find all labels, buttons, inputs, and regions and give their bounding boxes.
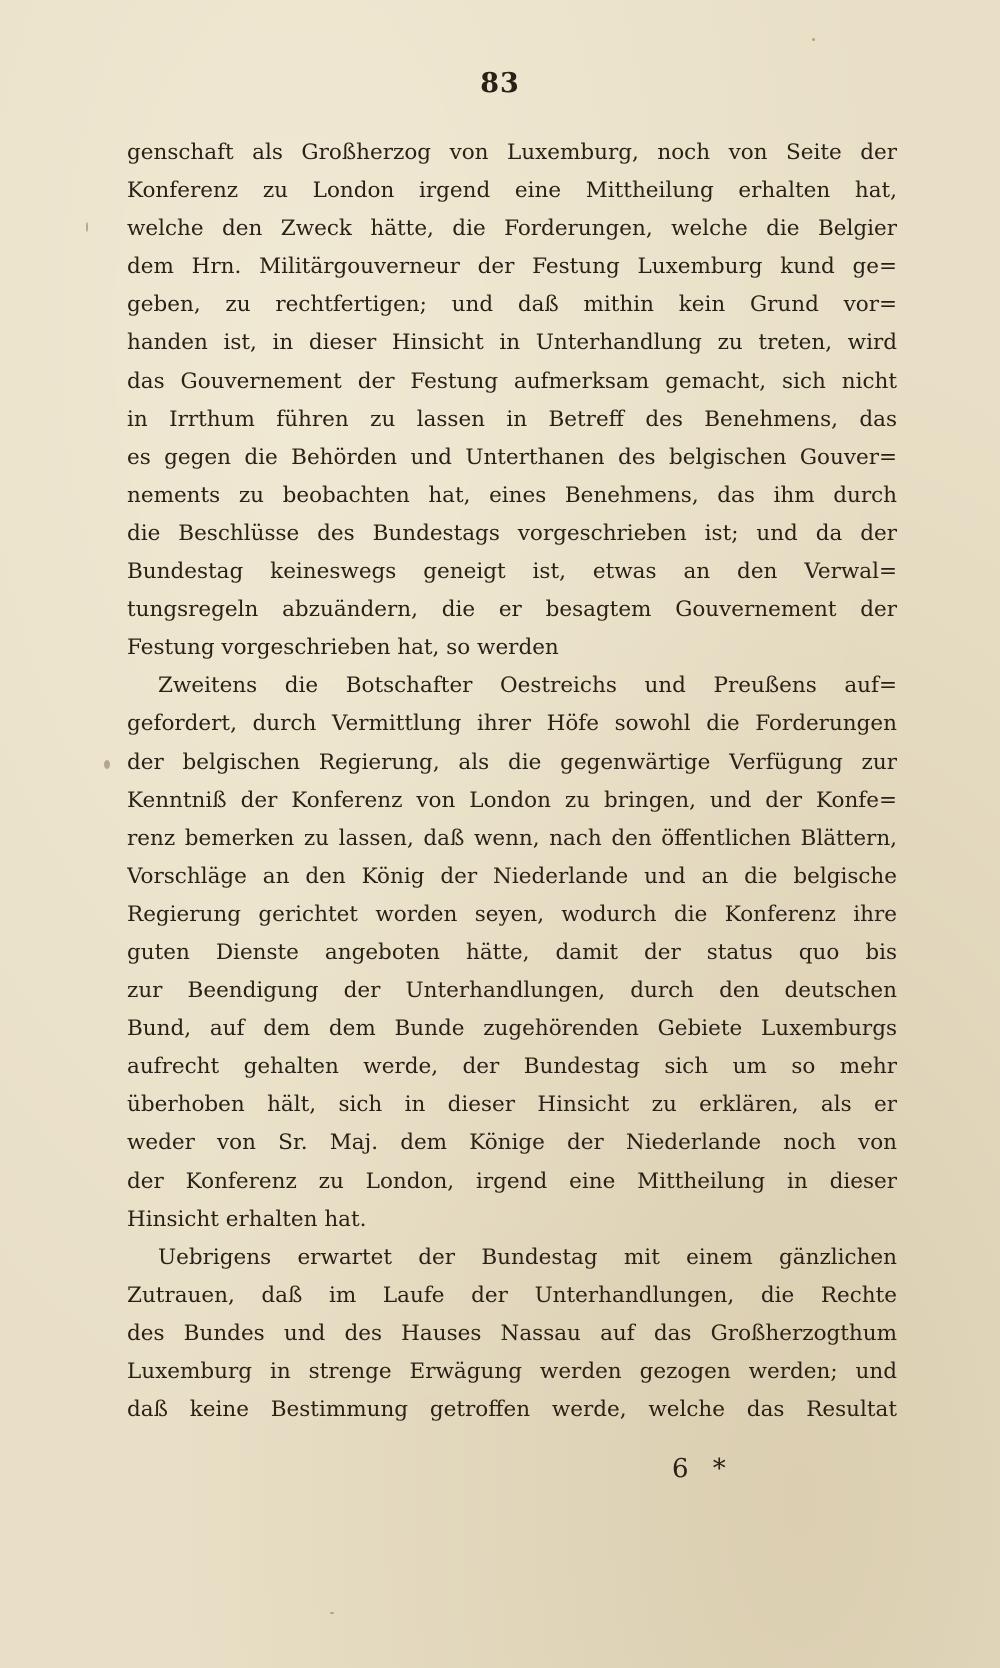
text-line: gefordert, durch Vermittlung ihrer Höfe sowohl die Forderungen bbox=[127, 711, 897, 737]
text-line: überhoben hält, sich in dieser Hinsicht zu erklären, als er bbox=[127, 1092, 897, 1118]
printer-signature-mark: 6 * bbox=[672, 1454, 734, 1484]
paper-speck bbox=[812, 38, 815, 41]
text-line: handen ist, in dieser Hinsicht in Unterhandlung zu treten, wird bbox=[127, 330, 897, 356]
text-line: genschaft als Großherzog von Luxemburg, noch von Seite der bbox=[127, 140, 897, 165]
text-line: Zutrauen, daß im Laufe der Unterhandlungen, die Rechte bbox=[127, 1282, 897, 1308]
text-line: der belgischen Regierung, als die gegenwärtige Verfügung zur bbox=[127, 749, 897, 775]
text-line: Kenntniß der Konferenz von London zu bringen, und der Konfe= bbox=[127, 787, 897, 813]
body-text bbox=[127, 134, 897, 1429]
text-line: dem Hrn. Militärgouverneur der Festung Luxemburg kund ge= bbox=[127, 254, 897, 280]
paper-speck bbox=[86, 222, 88, 232]
text-line: Festung vorgeschrieben hat, so werden bbox=[127, 635, 559, 661]
text-line: Hinsicht erhalten hat. bbox=[127, 1206, 367, 1232]
text-line: die Beschlüsse des Bundestags vorgeschrieben ist; und da der bbox=[127, 520, 897, 546]
text-line: renz bemerken zu lassen, daß wenn, nach den öffentlichen Blättern, bbox=[127, 825, 897, 851]
page-number: 83 bbox=[480, 68, 520, 99]
text-line: Konferenz zu London irgend eine Mittheilung erhalten hat, bbox=[127, 178, 897, 204]
text-line: aufrecht gehalten werde, der Bundestag sich um so mehr bbox=[127, 1054, 897, 1080]
paragraph bbox=[127, 1239, 897, 1429]
text-line: des Bundes und des Hauses Nassau auf das Großherzogthum bbox=[127, 1320, 897, 1346]
text-line: Regierung gerichtet worden seyen, wodurch die Konferenz ihre bbox=[127, 901, 897, 927]
text-line: guten Dienste angeboten hätte, damit der status quo bis bbox=[127, 939, 897, 965]
text-line: Uebrigens erwartet der Bundestag mit einem gänzlichen bbox=[158, 1244, 897, 1270]
text-line: weder von Sr. Maj. dem Könige der Niederlande noch von bbox=[127, 1130, 897, 1156]
text-line: der Konferenz zu London, irgend eine Mittheilung in dieser bbox=[127, 1168, 897, 1194]
text-line: es gegen die Behörden und Unterthanen des belgischen Gouver= bbox=[127, 444, 897, 470]
text-line: welche den Zweck hätte, die Forderungen, welche die Belgier bbox=[127, 216, 897, 242]
text-line: Zweitens die Botschafter Oestreichs und Preußens auf= bbox=[158, 673, 897, 699]
text-line: daß keine Bestimmung getroffen werde, welche das Resultat bbox=[127, 1397, 897, 1423]
paragraph bbox=[127, 134, 897, 667]
text-line: tungsregeln abzuändern, die er besagtem Gouvernement der bbox=[127, 597, 897, 623]
text-line: das Gouvernement der Festung aufmerksam gemacht, sich nicht bbox=[127, 368, 897, 394]
paper-speck bbox=[104, 760, 110, 769]
text-line: Vorschläge an den König der Niederlande und an die belgische bbox=[127, 863, 897, 889]
paragraph bbox=[127, 667, 897, 1238]
text-line: in Irrthum führen zu lassen in Betreff des Benehmens, das bbox=[127, 406, 897, 432]
text-line: Luxemburg in strenge Erwägung werden gezogen werden; und bbox=[127, 1359, 897, 1384]
text-line: geben, zu rechtfertigen; und daß mithin kein Grund vor= bbox=[127, 292, 897, 318]
text-line: zur Beendigung der Unterhandlungen, durch den deutschen bbox=[127, 978, 897, 1004]
text-line: Bund, auf dem dem Bunde zugehörenden Gebiete Luxemburgs bbox=[127, 1016, 897, 1042]
text-line: Bundestag keineswegs geneigt ist, etwas an den Verwal= bbox=[127, 559, 897, 585]
text-line: nements zu beobachten hat, eines Benehmens, das ihm durch bbox=[127, 482, 897, 508]
paper-speck bbox=[330, 1612, 334, 1614]
